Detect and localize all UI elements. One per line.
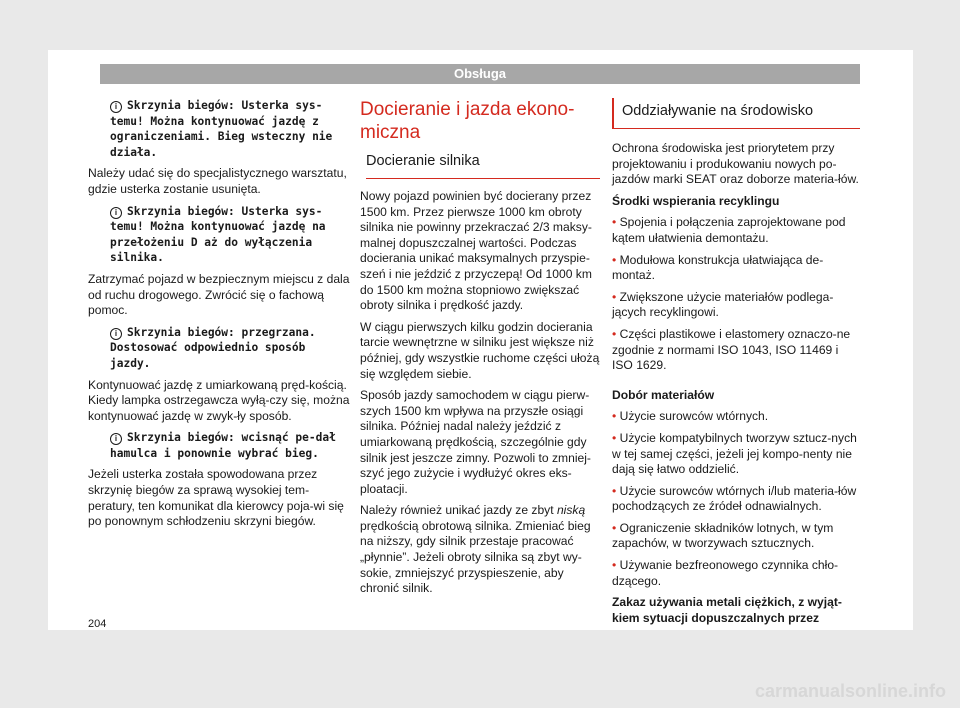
bullet-icon: • <box>612 483 617 498</box>
bullet-icon: • <box>612 520 617 535</box>
subheading: Dobór materiałów <box>612 387 715 402</box>
subheading: Zakaz używania metali ciężkich, z wyjąt-kiem sytuacji dopuszczalnych przez <box>612 595 842 625</box>
section-title: Oddziaływanie na środowisko <box>612 98 860 129</box>
bullet-icon: • <box>612 215 617 230</box>
paragraph: Sposób jazdy samochodem w ciągu pierw-szych 1500 km wpływa na przyszłe osiągi silnika. Później nadal należy jeździć z umiarkowaną prędkością, szczególnie gdy silnik jest jeszcze zimny. Pozwoli to zmniej-szyć jego zużycie i wydłużyć okres eks-ploatacji. <box>360 388 591 496</box>
bullet-icon: • <box>612 430 617 445</box>
list-item: • Modułowa konstrukcja ułatwiająca de-montaż. <box>612 252 824 283</box>
list-item: • Użycie kompatybilnych tworzyw sztucz-nych w tej samej części, jeżeli jej kompo-nenty nie dają się łatwo oddzielić. <box>612 430 857 477</box>
paragraph: Nowy pojazd powinien być docierany przez 1500 km. Przez pierwsze 1000 km obroty silnika nie powinny przekraczać 2/3 maksy-malnej dopuszczalnej wartości. Podczas docierania unikać maksymalnych przyspie-szeń i nie jeździć z przyczepą! Od 1000 km do 1500 km można stopniowo zwiększać obroty silnika i prędkość jazdy. <box>360 189 592 313</box>
paragraph: Zatrzymać pojazd w bezpiecznym miejscu z dala od ruchu drogowego. Zwrócić się o fachową pomoc. <box>88 271 350 318</box>
page-number: 204 <box>88 618 107 630</box>
bullet-icon: • <box>612 558 617 573</box>
chapter-title: Docieranie i jazda ekono-miczna <box>360 99 575 143</box>
section-header: Obsługa <box>100 64 860 84</box>
bullet-icon: • <box>612 289 617 304</box>
bullet-icon: • <box>612 326 617 341</box>
bullet-icon: • <box>612 252 617 267</box>
column-right <box>612 98 860 632</box>
list-item: • Części plastikowe i elastomery oznaczo-ne zgodnie z normami ISO 1043, ISO 11469 i ISO 1629. <box>612 326 851 373</box>
paragraph: Należy również unikać jazdy ze zbyt niską prędkością obrotową silnika. Zmieniać bieg na niższy, gdy silnik przestaje pracować „płynnie”. Jeżeli obroty silnika są zbyt wy-sokie, zmniejszyć przyspieszenie, aby chronić silnik. <box>360 503 591 596</box>
info-icon: i <box>110 207 122 219</box>
list-item: • Używanie bezfreonowego czynnika chło-dzącego. <box>612 558 839 588</box>
column-middle <box>360 98 600 603</box>
info-icon: i <box>110 328 122 340</box>
paragraph: Jeżeli usterka została spowodowana przez skrzynię biegów za sprawą wysokiej tem-peratury, ten komunikat dla kierowcy poja-wi się po ponownym schłodzeniu skrzyni biegów. <box>88 467 344 529</box>
bullet-icon: • <box>612 409 617 424</box>
paragraph: Należy udać się do specjalistycznego warsztatu, gdzie usterka zostanie usunięta. <box>88 166 347 196</box>
list-item: • Użycie surowców wtórnych. <box>612 409 769 424</box>
info-icon: i <box>110 101 122 113</box>
list-item: • Użycie surowców wtórnych i/lub materia-łów pochodzących ze źródeł odnawialnych. <box>612 483 857 514</box>
column-left <box>88 98 350 536</box>
subheading: Środki wspierania recyklingu <box>612 193 780 208</box>
warning-message: i Skrzynia biegów: Usterka sys-temu! Można kontynuować jazdę na przełożeniu D aż do wyłączenia silnika. <box>110 204 326 265</box>
list-item: • Spojenia i połączenia zaprojektowane pod kątem ułatwienia demontażu. <box>612 215 846 245</box>
warning-message: i Skrzynia biegów: przegrzana. Dostosować odpowiednio sposób jazdy. <box>110 325 316 370</box>
warning-message: i Skrzynia biegów: wcisnąć pe-dał hamulca i ponownie wybrać bieg. <box>110 431 336 460</box>
paragraph: Kontynuować jazdę z umiarkowaną pręd-kością. Kiedy lampka ostrzegawcza wyłą-czy się, można kontynuować jazdę w zwyk-ły sposób. <box>88 377 350 423</box>
paragraph: W ciągu pierwszych kilku godzin docierania tarcie wewnętrzne w silniku jest większe niż później, gdy wszystkie ruchome części ułożą się względem siebie. <box>360 319 600 381</box>
list-item: • Zwiększone użycie materiałów podlega-jących recyklingowi. <box>612 289 834 320</box>
warning-message: i Skrzynia biegów: Usterka sys-temu! Można kontynuować jazdę z ograniczeniami. Bieg wsteczny nie działa. <box>110 99 333 159</box>
list-item: • Ograniczenie składników lotnych, w tym zapachów, w tworzywach sztucznych. <box>612 520 834 551</box>
info-icon: i <box>110 433 122 445</box>
paragraph: Ochrona środowiska jest priorytetem przy projektowaniu i produkowaniu nowych po-jazdów marki SEAT oraz doborze materia-łów. <box>612 141 859 187</box>
section-title: Docieranie silnika <box>366 152 600 179</box>
watermark[interactable]: carmanualsonline.info <box>754 681 946 701</box>
